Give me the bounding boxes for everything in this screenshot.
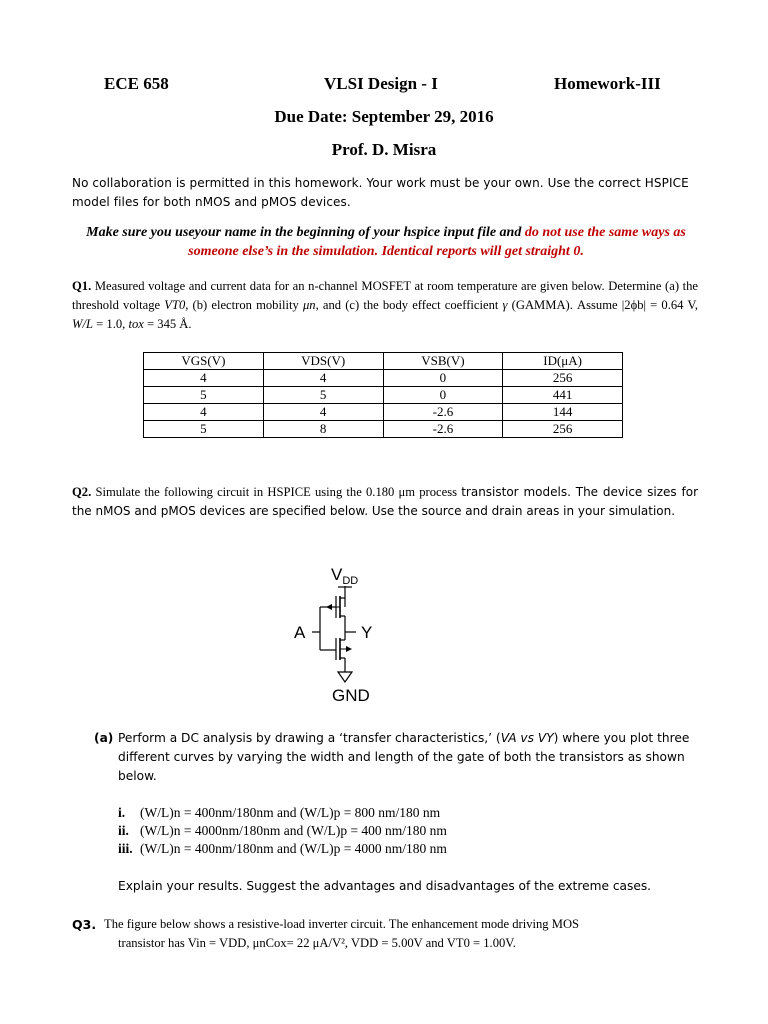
assignment-title: Homework-III — [554, 74, 661, 93]
mu-n-symbol: μn — [302, 298, 316, 312]
table-cell: 441 — [503, 387, 623, 404]
table-header-cell: ID(μA) — [503, 353, 623, 370]
table-cell: 8 — [263, 421, 383, 438]
q1-label: Q1. — [72, 279, 92, 293]
table-header-cell: VDS(V) — [263, 353, 383, 370]
gnd-label: GND — [332, 686, 370, 705]
vdd-label: $V_{DD}$ — [331, 565, 359, 587]
table-row — [144, 421, 623, 438]
warning-red: do not use the same ways as someone else’s in the simulation. Identical reports will get straight 0 — [188, 225, 686, 259]
q2-paragraph: Q2. Simulate the following circuit in HSPICE using the 0.180 μm process transistor models. The device sizes for the nMOS and pMOS devices are specified below. Use the source and drain areas in your simulation. — [72, 485, 699, 518]
vt0-symbol: VT0 — [164, 298, 186, 312]
table-cell: 5 — [263, 387, 383, 404]
warning-paragraph: Make sure you useyour name in the beginning of your hspice input file and do not use the same ways as someone else’s in the simulation. Identical reports will get straight 0. — [86, 225, 686, 259]
table-row — [144, 387, 623, 404]
table-row — [144, 370, 623, 387]
course-title: VLSI Design - I — [324, 74, 438, 93]
measurement-table — [143, 352, 623, 438]
part-a-label: (a) — [94, 731, 114, 745]
table-cell: -2.6 — [383, 421, 503, 438]
table-cell: 256 — [503, 370, 623, 387]
q3-line2: transistor has Vin = VDD, μnCox= 22 μA/V², VDD = 5.00V and VT0 = 1.00V. — [118, 936, 516, 950]
ground-symbol-icon — [338, 672, 352, 682]
table-header-cell: VSB(V) — [383, 353, 503, 370]
q1-paragraph: Q1. Measured voltage and current data for an n-channel MOSFET at room temperature are given below. Determine (a) the threshold voltage VT0, (b) electron mobility μn, and (c) the body effect coefficient γ (GAMMA). Assume |2ϕb| = 0.64 V, W/L = 1.0, tox = 345 Å. — [72, 279, 699, 331]
table-cell: 0 — [383, 370, 503, 387]
cmos-inverter-schematic — [288, 560, 408, 710]
input-a-label: A — [294, 623, 306, 642]
list-item: iii. (W/L)n = 400nm/180nm and (W/L)p = 4000 nm/180 nm — [118, 841, 447, 856]
table-cell: 0 — [383, 387, 503, 404]
professor: Prof. D. Misra — [331, 140, 437, 159]
table-cell: 5 — [144, 387, 264, 404]
table-cell: 5 — [144, 421, 264, 438]
table-cell: -2.6 — [383, 404, 503, 421]
q3-line1: The figure below shows a resistive-load inverter circuit. The enhancement mode driving MOS — [104, 917, 580, 931]
explain-text: Explain your results. Suggest the advantages and disadvantages of the extreme cases. — [118, 879, 652, 893]
q2-label: Q2. — [72, 485, 92, 499]
gamma-symbol: γ — [502, 298, 508, 312]
intro-paragraph: No collaboration is permitted in this homework. Your work must be your own. Use the correct HSPICE model files for both nMOS and pMOS devices. — [72, 176, 689, 209]
table-header-cell: VGS(V) — [144, 353, 264, 370]
table-cell: 4 — [144, 404, 264, 421]
table-cell: 144 — [503, 404, 623, 421]
q3-label: Q3. — [72, 917, 97, 932]
list-item: i. (W/L)n = 400nm/180nm and (W/L)p = 800 nm/180 nm — [118, 805, 441, 820]
table-header-row — [144, 353, 623, 370]
table-cell: 4 — [263, 370, 383, 387]
table-cell: 4 — [263, 404, 383, 421]
table-cell: 256 — [503, 421, 623, 438]
list-item: ii. (W/L)n = 4000nm/180nm and (W/L)p = 400 nm/180 nm — [118, 823, 447, 838]
warning-black: Make sure you useyour name in the beginning of your hspice input file and — [86, 225, 522, 240]
table-row — [144, 404, 623, 421]
table-cell: 4 — [144, 370, 264, 387]
course-code: ECE 658 — [104, 74, 169, 93]
part-a-paragraph: Perform a DC analysis by drawing a ‘transfer characteristics,’ (VA vs VY) where you plot three different curves by varying the width and length of the gate of both the transistors as shown below. — [118, 731, 690, 783]
output-y-label: Y — [361, 623, 373, 642]
due-date: Due Date: September 29, 2016 — [274, 107, 494, 126]
